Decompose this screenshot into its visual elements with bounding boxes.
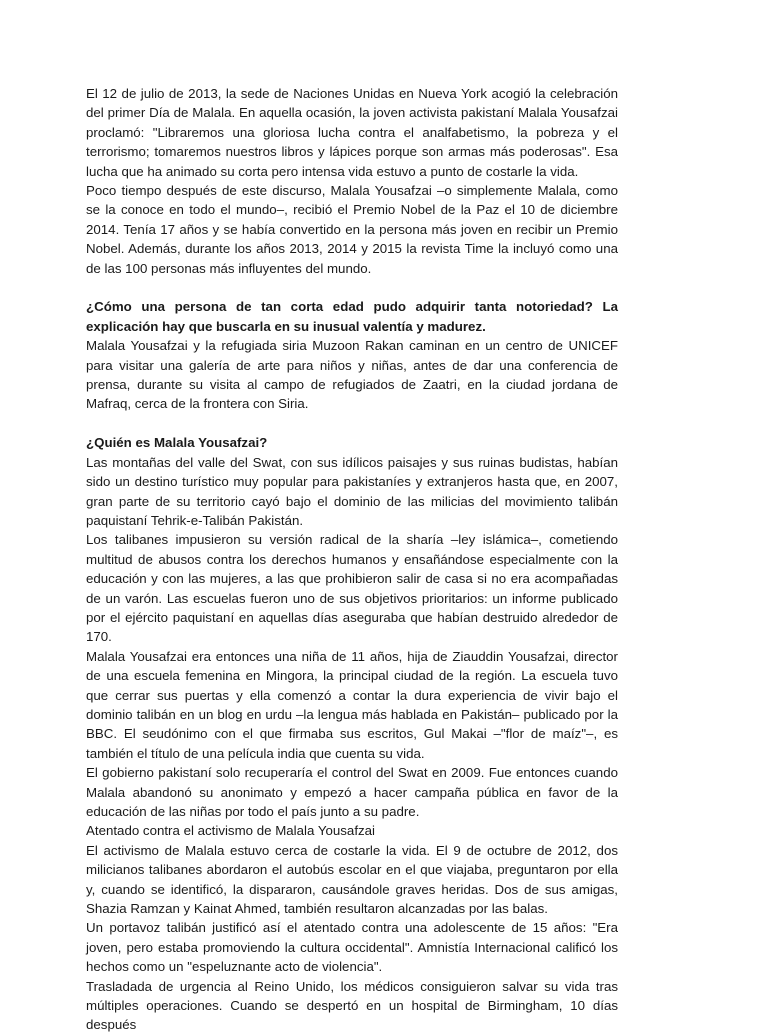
paragraph-dia-de-malala: El 12 de julio de 2013, la sede de Naciones Unidas en Nueva York acogió la celebración del primer Día de Malala. En aquella ocasión, la joven activista pakistaní Malala Yousafzai proclamó: "Libraremos una gloriosa lucha contra el analfabetismo, la pobreza y el terrorismo; tomaremos nuestros libros y lápices porque son armas más poderosas". Esa lucha que ha animado su corta pero intensa vida estuvo a punto de costarle la vida. [86,86,618,179]
paragraph-unicef-visit: Malala Yousafzai y la refugiada siria Muzoon Rakan caminan en un centro de UNICEF para visitar una galería de arte para niños y niñas, antes de dar una conferencia de prensa, durante su visita al campo de refugiados de Zaatri, en la ciudad jordana de Mafraq, cerca de la frontera con Siria. [86,338,618,412]
paragraph-spacer [86,278,618,297]
heading-quien-es-malala: ¿Quién es Malala Yousafzai? [86,435,268,451]
paragraph-talibanes: Los talibanes impusieron su versión radical de la sharía –ley islámica–, cometiendo multitud de abusos contra los derechos humanos y ensañándose especialmente con la educación y con las mujeres, a las que prohibieron salir de casa si no era acompañadas de un varón. Las escuelas fueron uno de sus objetivos prioritarios: un informe publicado por el ejército paquistaní en aquellas días aseguraba que habían destruido alrededor de 170. [86,532,618,645]
subheading-atentado: Atentado contra el activismo de Malala Yousafzai [86,823,376,839]
paragraph-recuperacion-swat: El gobierno pakistaní solo recuperaría el control del Swat en 2009. Fue entonces cuando Malala abandonó su anonimato y empezó a hacer campaña pública en favor de la educación de las niñas por todo el país junto a su padre. [86,765,618,819]
paragraph-blog-bbc: Malala Yousafzai era entonces una niña de 11 años, hija de Ziauddin Yousafzai, director de una escuela femenina en Mingora, la principal ciudad de la región. La escuela tuvo que cerrar sus puertas y ella comenzó a contar la dura experiencia de vivir bajo el dominio talibán en un blog en urdu –la lengua más hablada en Pakistán– publicado por la BBC. El seudónimo con el que firmaba sus escritos, Gul Makai –"flor de maíz"–, es también el título de una película india que cuenta su vida. [86,648,618,761]
paragraph-premio-nobel: Poco tiempo después de este discurso, Malala Yousafzai –o simplemente Malala, como se la conoce en todo el mundo–, recibió el Premio Nobel de la Paz el 10 de diciembre 2014. Tenía 17 años y se había convertido en la persona más joven en recibir un Premio Nobel. Además, durante los años 2013, 2014 y 2015 la revista Time la incluyó como una de las 100 personas más influyentes del mundo. [86,183,618,276]
document-body [86,84,618,1035]
paragraph-spacer [86,414,618,433]
heading-notoriedad: ¿Cómo una persona de tan corta edad pudo adquirir tanta notoriedad? La explicación hay que buscarla en su inusual valentía y madurez. [86,299,618,334]
paragraph-valle-swat: Las montañas del valle del Swat, con sus idílicos paisajes y sus ruinas budistas, habían sido un destino turístico muy popular para pakistaníes y extranjeros hasta que, en 2007, gran parte de su territorio cayó bajo el dominio de las milicias del movimiento talibán paquistaní Tehrik-e-Talibán Pakistán. [86,454,618,528]
paragraph-atentado: El activismo de Malala estuvo cerca de costarle la vida. El 9 de octubre de 2012, dos milicianos talibanes abordaron el autobús escolar en el que viajaba, preguntaron por ella y, cuando se identificó, la dispararon, causándole graves heridas. Dos de sus amigas, Shazia Ramzan y Kainat Ahmed, también resultaron alcanzadas por las balas. [86,842,618,917]
paragraph-portavoz-taliban: Un portavoz talibán justificó así el atentado contra una adolescente de 15 años: "Era joven, pero estaba promoviendo la cultura occidental". Amnistía Internacional calificó los hechos como un "espeluznante acto de violencia". [86,920,618,975]
paragraph-reino-unido: Trasladada de urgencia al Reino Unido, los médicos consiguieron salvar su vida tras múltiples operaciones. Cuando se despertó en un hospital de Birmingham, 10 días después [86,978,618,1033]
